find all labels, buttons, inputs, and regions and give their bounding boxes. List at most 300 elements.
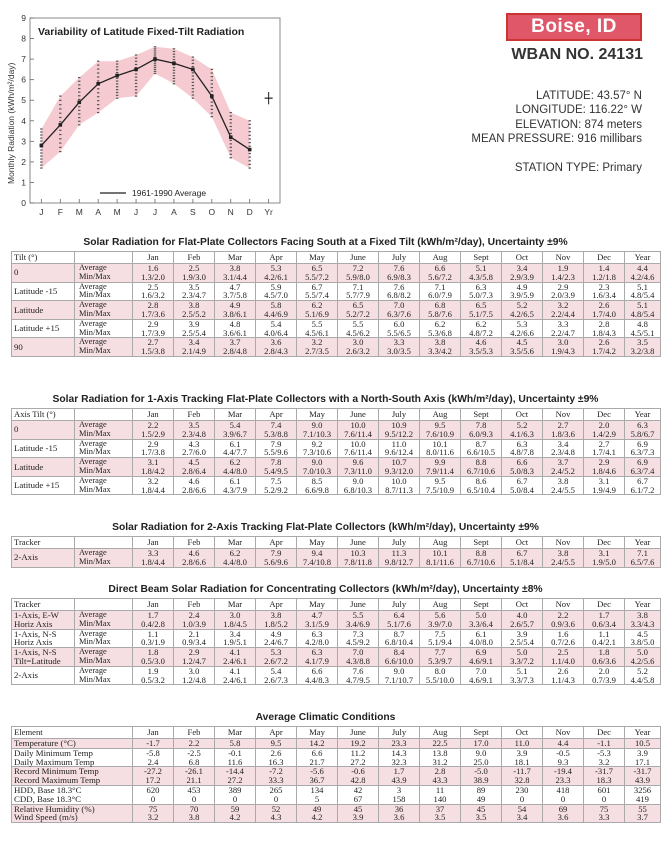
table-row xyxy=(12,648,661,667)
average-value: 4.9 xyxy=(229,300,241,311)
value-cell xyxy=(256,439,297,458)
value-cell xyxy=(379,319,420,338)
value-cell xyxy=(379,748,420,767)
minmax-value: 3.6/6.1 xyxy=(223,327,247,338)
value-cell xyxy=(461,301,502,320)
minmax-value: 6.3/7.3 xyxy=(630,447,655,458)
mean-pressure: MEAN PRESSURE: 916 millibars xyxy=(471,133,642,145)
value-cell xyxy=(502,804,543,823)
variability-point xyxy=(40,137,42,138)
average-value: 2.9 xyxy=(557,281,569,292)
minmax-value: 3.3/7.2 xyxy=(510,655,534,666)
average-value: 10.1 xyxy=(432,438,448,449)
value-cell xyxy=(215,549,256,568)
average-value: 4.6 xyxy=(188,548,200,558)
minmax-value: 6.3/7.4 xyxy=(630,465,655,476)
header-cell: Oct xyxy=(502,409,543,421)
value-cell xyxy=(543,785,584,804)
climate-value: 13.8 xyxy=(432,747,448,758)
value-cell xyxy=(297,476,338,495)
row-label-line2: Horiz Axis xyxy=(14,637,53,648)
value-cell xyxy=(502,611,543,630)
variability-point xyxy=(248,160,250,161)
climate-value: 17.1 xyxy=(634,756,651,767)
minmax-value: 1.8/4.4 xyxy=(141,484,165,495)
table-row xyxy=(12,264,661,283)
average-label: Average xyxy=(79,318,107,328)
climate-value: -5.3 xyxy=(597,747,611,758)
minmax-value: 2.8/6.6 xyxy=(182,556,206,567)
variability-point xyxy=(40,140,42,141)
average-value: 3.3 xyxy=(147,548,159,558)
climate-value: 22.5 xyxy=(432,738,448,748)
average-value: 5.6 xyxy=(434,610,446,620)
element-label-line: Relative Humidity (%) xyxy=(14,803,95,814)
header-cell: Dec xyxy=(584,409,625,421)
variability-point xyxy=(248,167,250,168)
row-sublabels xyxy=(75,301,133,320)
minmax-value: 2.6/7.2 xyxy=(264,655,288,666)
average-value: 1.9 xyxy=(557,263,569,273)
minmax-value: 6.1/7.2 xyxy=(630,484,655,495)
header-cell: Nov xyxy=(543,537,584,549)
average-value: 7.9 xyxy=(270,548,282,558)
table-row xyxy=(12,439,661,458)
climate-value: 3.9 xyxy=(637,747,648,758)
variability-point xyxy=(248,138,250,139)
climate-value: 0 xyxy=(601,793,607,804)
value-cell xyxy=(297,421,338,440)
value-cell xyxy=(174,264,215,283)
minmax-value: 5.3/9.7 xyxy=(428,655,452,666)
variability-point xyxy=(59,96,61,97)
header-cell: Jan xyxy=(133,599,174,611)
minmax-value: 6.3/7.6 xyxy=(387,308,411,319)
minmax-value: 2.9/3.9 xyxy=(510,271,534,282)
x-tick-label: F xyxy=(57,207,63,217)
value-cell xyxy=(215,319,256,338)
variability-point xyxy=(230,140,232,141)
row-label: 2-Axis xyxy=(12,549,75,568)
climate-value: 75 xyxy=(148,803,158,814)
fixed-tilt-table xyxy=(11,251,661,357)
value-cell xyxy=(297,785,338,804)
average-value: 3.4 xyxy=(557,438,569,449)
value-cell xyxy=(420,629,461,648)
variability-point xyxy=(97,76,99,77)
minmax-value: 0.9/3.6 xyxy=(551,618,575,629)
minmax-value: 2.5/5.2 xyxy=(182,308,206,319)
value-cell xyxy=(502,785,543,804)
minmax-value: 7.1/10.7 xyxy=(384,674,414,685)
variability-point xyxy=(248,157,250,158)
climate-value: 67 xyxy=(353,793,363,804)
average-label: Average xyxy=(79,263,107,272)
value-cell xyxy=(543,319,584,338)
element-label xyxy=(12,748,133,767)
minmax-value: 7.6/11.4 xyxy=(344,447,372,458)
variability-point xyxy=(230,126,232,127)
minmax-value: 4.8/5.4 xyxy=(630,290,655,301)
variability-point xyxy=(40,167,42,168)
table-row xyxy=(12,785,661,804)
value-cell xyxy=(502,648,543,667)
minmax-value: 0.5/3.0 xyxy=(141,655,165,666)
average-value: 7.6 xyxy=(393,263,405,273)
row-label: Latitude +15 xyxy=(12,476,75,495)
value-cell xyxy=(543,739,584,749)
average-value: 3.7 xyxy=(229,337,241,348)
value-cell xyxy=(379,476,420,495)
y-tick-label: 7 xyxy=(21,54,26,65)
value-cell xyxy=(543,804,584,823)
value-cell xyxy=(584,666,625,685)
average-value: 6.9 xyxy=(637,457,648,468)
variability-point xyxy=(211,83,213,84)
value-cell xyxy=(625,748,661,767)
climate-value: 9.5 xyxy=(270,738,282,748)
minmax-value: 3.8/6.1 xyxy=(223,308,247,319)
minmax-value: 2.1/4.9 xyxy=(182,346,206,357)
row-label-line2: Horiz Axis xyxy=(14,618,53,629)
variability-point xyxy=(97,65,99,66)
header-cell: Mar xyxy=(215,409,256,421)
climate-value: 11.6 xyxy=(227,756,243,767)
value-cell xyxy=(461,629,502,648)
header-cell: Feb xyxy=(174,599,215,611)
climate-value: 43.9 xyxy=(634,775,651,786)
minmax-value: 2.4/5.5 xyxy=(551,556,575,567)
variability-point xyxy=(230,115,232,116)
average-value: 5.1 xyxy=(637,281,648,292)
variability-point xyxy=(78,117,80,118)
average-value: 7.0 xyxy=(352,647,364,658)
table-row xyxy=(12,666,661,685)
variability-point xyxy=(59,100,61,101)
value-cell xyxy=(461,458,502,477)
minmax-value: 3.1/4.4 xyxy=(223,271,247,282)
minmax-value: 5.0/8.4 xyxy=(510,484,534,495)
minmax-value: 5.1/7.5 xyxy=(469,308,493,319)
value-cell xyxy=(584,319,625,338)
average-point xyxy=(134,68,138,72)
minmax-value: 0.3/1.9 xyxy=(141,637,165,648)
header-cell: Nov xyxy=(543,599,584,611)
value-cell xyxy=(584,549,625,568)
average-value: 6.5 xyxy=(311,263,323,273)
value-cell xyxy=(338,476,379,495)
minmax-value: 1.9/5.0 xyxy=(592,556,616,567)
header-cell: Apr xyxy=(256,409,297,421)
average-value: 3.7 xyxy=(557,457,569,468)
average-point xyxy=(153,57,157,61)
minmax-label: Min/Max xyxy=(79,618,111,628)
variability-point xyxy=(248,127,250,128)
value-cell xyxy=(133,458,174,477)
average-value: 8.7 xyxy=(475,438,487,449)
minmax-value: 1.0/3.9 xyxy=(182,618,206,629)
variability-point xyxy=(59,113,61,114)
minmax-value: 5.1/9.4 xyxy=(428,637,452,648)
variability-point xyxy=(59,142,61,143)
variability-point xyxy=(135,58,137,59)
value-cell xyxy=(543,648,584,667)
row-label xyxy=(12,648,75,667)
header-cell: Jan xyxy=(133,252,174,264)
minmax-label: Min/Max xyxy=(79,271,111,281)
average-value: 3.9 xyxy=(516,628,528,639)
value-cell xyxy=(461,611,502,630)
average-value: 3.8 xyxy=(434,337,446,348)
value-cell xyxy=(584,785,625,804)
value-cell xyxy=(338,748,379,767)
value-cell xyxy=(133,804,174,823)
average-value: 2.8 xyxy=(598,318,610,329)
minmax-value: 6.8/10.3 xyxy=(343,484,373,495)
average-value: 10.0 xyxy=(350,438,366,449)
header-cell xyxy=(75,252,133,264)
variability-point xyxy=(97,61,99,62)
value-cell xyxy=(461,767,502,786)
average-value: 4.7 xyxy=(229,281,241,292)
value-cell xyxy=(174,648,215,667)
climate-value: 0 xyxy=(560,793,566,804)
value-cell xyxy=(215,739,256,749)
header-cell: Mar xyxy=(215,599,256,611)
value-cell xyxy=(625,648,661,667)
average-label: Average xyxy=(79,438,107,448)
row-label-line1: 1-Axis, N-S xyxy=(14,628,57,639)
value-cell xyxy=(584,439,625,458)
variability-point xyxy=(173,83,175,84)
value-cell xyxy=(420,648,461,667)
value-cell xyxy=(256,301,297,320)
average-value: 2.9 xyxy=(598,457,610,468)
variability-point xyxy=(59,108,61,109)
minmax-label: Min/Max xyxy=(79,428,111,438)
longitude: LONGITUDE: 116.22° W xyxy=(515,104,642,116)
chart-y-axis-label: Monthly Radiation (kWh/m²/day) xyxy=(6,62,16,184)
variability-point xyxy=(230,147,232,148)
value-cell xyxy=(297,458,338,477)
average-value: 10.0 xyxy=(350,420,366,430)
value-cell xyxy=(297,264,338,283)
variability-point xyxy=(59,121,61,122)
minmax-value: 5.2/7.2 xyxy=(346,308,370,319)
value-cell xyxy=(584,739,625,749)
minmax-value: 2.8/4.3 xyxy=(264,346,288,357)
average-value: 9.0 xyxy=(393,665,405,676)
climate-value: 27.2 xyxy=(227,775,243,786)
variability-point xyxy=(211,91,213,92)
row-sublabels xyxy=(75,264,133,283)
minmax-value: 1.6/3.2 xyxy=(141,290,165,301)
minmax-value: 1.7/4.2 xyxy=(592,346,616,357)
row-label xyxy=(12,666,75,685)
value-cell xyxy=(502,767,543,786)
variability-point xyxy=(97,112,99,113)
value-cell xyxy=(297,282,338,301)
value-cell xyxy=(215,666,256,685)
average-point xyxy=(229,135,233,139)
row-label: 0 xyxy=(12,421,75,440)
variability-point xyxy=(248,124,250,125)
minmax-value: 6.8/8.2 xyxy=(387,290,411,301)
variability-point xyxy=(154,73,156,74)
variability-point xyxy=(59,117,61,118)
minmax-label: Min/Max xyxy=(79,674,111,684)
climate-value: 134 xyxy=(310,784,324,795)
climate-value: 17.2 xyxy=(145,775,161,786)
average-value: 3.1 xyxy=(598,475,610,486)
header-cell xyxy=(75,537,133,549)
minmax-value: 7.5/10.9 xyxy=(425,484,455,495)
table-row xyxy=(12,476,661,495)
value-cell xyxy=(625,666,661,685)
header-cell: Apr xyxy=(256,727,297,739)
value-cell xyxy=(256,264,297,283)
value-cell xyxy=(174,748,215,767)
value-cell xyxy=(215,458,256,477)
average-value: 3.9 xyxy=(188,318,200,329)
climate-value: 25.0 xyxy=(473,756,489,767)
variability-point xyxy=(40,155,42,156)
header-cell: Apr xyxy=(256,537,297,549)
climate-value: 75 xyxy=(599,803,609,814)
minmax-value: 2.8/6.6 xyxy=(182,484,206,495)
header-cell: Aug xyxy=(420,537,461,549)
value-cell xyxy=(543,666,584,685)
value-cell xyxy=(420,476,461,495)
climate-value: -31.7 xyxy=(633,766,652,777)
value-cell xyxy=(297,739,338,749)
minmax-value: 4.3/7.9 xyxy=(223,484,247,495)
value-cell xyxy=(215,748,256,767)
climate-value: 389 xyxy=(228,784,242,795)
climate-value: 2.2 xyxy=(188,738,200,748)
variability-point xyxy=(192,79,194,80)
average-value: 4.8 xyxy=(229,318,241,329)
value-cell xyxy=(133,549,174,568)
minmax-value: 4.4/6.9 xyxy=(264,308,288,319)
average-value: 3.1 xyxy=(598,548,610,558)
two-axis-title: Solar Radiation for 2-Axis Tracking Flat-Plate Collectors (kWh/m²/day), Uncertainty ±9% xyxy=(112,522,539,533)
average-value: 5.1 xyxy=(516,665,528,676)
value-cell xyxy=(543,767,584,786)
value-cell xyxy=(543,611,584,630)
value-cell xyxy=(379,629,420,648)
variability-point xyxy=(78,81,80,82)
variability-point xyxy=(40,152,42,153)
value-cell xyxy=(256,549,297,568)
minmax-value: 5.5/9.6 xyxy=(264,447,288,458)
average-value: 2.4 xyxy=(188,610,200,620)
average-value: 6.1 xyxy=(475,628,487,639)
value-cell xyxy=(133,476,174,495)
climate-value: -0.6 xyxy=(351,766,365,777)
minmax-value: 3.0/3.5 xyxy=(387,346,411,357)
value-cell xyxy=(215,264,256,283)
value-cell xyxy=(256,648,297,667)
variability-point xyxy=(192,94,194,95)
average-value: 3.0 xyxy=(352,337,364,348)
variability-point xyxy=(211,105,213,106)
table-row xyxy=(12,629,661,648)
value-cell xyxy=(338,439,379,458)
climate-value: 18.1 xyxy=(514,756,530,767)
value-cell xyxy=(420,611,461,630)
average-value: 6.3 xyxy=(311,647,323,658)
value-cell xyxy=(502,338,543,357)
minmax-value: 5.5/10.0 xyxy=(425,674,455,685)
minmax-value: 4.4/8.0 xyxy=(223,465,247,476)
variability-point xyxy=(116,72,118,73)
climate-value: 230 xyxy=(515,784,529,795)
value-cell xyxy=(297,338,338,357)
x-tick-label: O xyxy=(208,207,216,217)
minmax-value: 7.1/10.3 xyxy=(302,428,332,439)
table-row xyxy=(12,748,661,767)
minmax-value: 4.6/9.1 xyxy=(469,674,493,685)
minmax-value: 5.0/8.3 xyxy=(510,465,534,476)
value-cell xyxy=(502,264,543,283)
minmax-value: 1.7/3.9 xyxy=(141,327,165,338)
minmax-value: 1.1/4.3 xyxy=(551,674,575,685)
minmax-value: 1.9/4.9 xyxy=(592,484,616,495)
variability-point xyxy=(59,138,61,139)
climate-value: 601 xyxy=(597,784,611,795)
y-tick-label: 6 xyxy=(21,74,26,85)
climate-value: 55 xyxy=(638,803,647,814)
minmax-value: 4.4/8.0 xyxy=(223,556,247,567)
climate-value: 5.8 xyxy=(229,738,241,748)
minmax-value: 6.0/7.9 xyxy=(428,290,452,301)
climate-value: 158 xyxy=(392,793,406,804)
value-cell xyxy=(215,421,256,440)
average-value: 3.3 xyxy=(557,318,569,329)
variability-point xyxy=(78,124,80,125)
variability-point xyxy=(154,67,156,68)
minmax-value: 2.2/4.7 xyxy=(551,327,575,338)
average-value: 3.4 xyxy=(229,628,241,639)
variability-point xyxy=(59,147,61,148)
variability-point xyxy=(97,68,99,69)
average-label: Average xyxy=(79,610,107,619)
minmax-value: 2.6/7.3 xyxy=(264,674,288,685)
row-sublabels xyxy=(75,666,133,685)
minmax-value: 0.7/2.6 xyxy=(551,637,575,648)
variability-point xyxy=(97,88,99,89)
average-value: 7.3 xyxy=(352,628,364,639)
value-cell xyxy=(420,767,461,786)
average-value: 7.2 xyxy=(352,263,364,273)
minmax-value: 5.5/7.4 xyxy=(305,290,329,301)
value-cell xyxy=(502,282,543,301)
row-sublabels xyxy=(75,476,133,495)
minmax-value: 1.7/3.8 xyxy=(141,447,165,458)
average-value: 7.1 xyxy=(352,281,364,292)
x-tick-label: J xyxy=(152,207,158,217)
variability-point xyxy=(116,69,118,70)
minmax-value: 3.9/6.7 xyxy=(223,428,247,439)
average-label: Average xyxy=(79,300,107,310)
header-cell: Dec xyxy=(584,537,625,549)
station-type: STATION TYPE: Primary xyxy=(514,162,642,174)
row-label: Latitude xyxy=(12,301,75,320)
minmax-value: 4.1/7.9 xyxy=(305,655,329,666)
value-cell xyxy=(338,648,379,667)
average-value: 7.6 xyxy=(352,665,364,676)
